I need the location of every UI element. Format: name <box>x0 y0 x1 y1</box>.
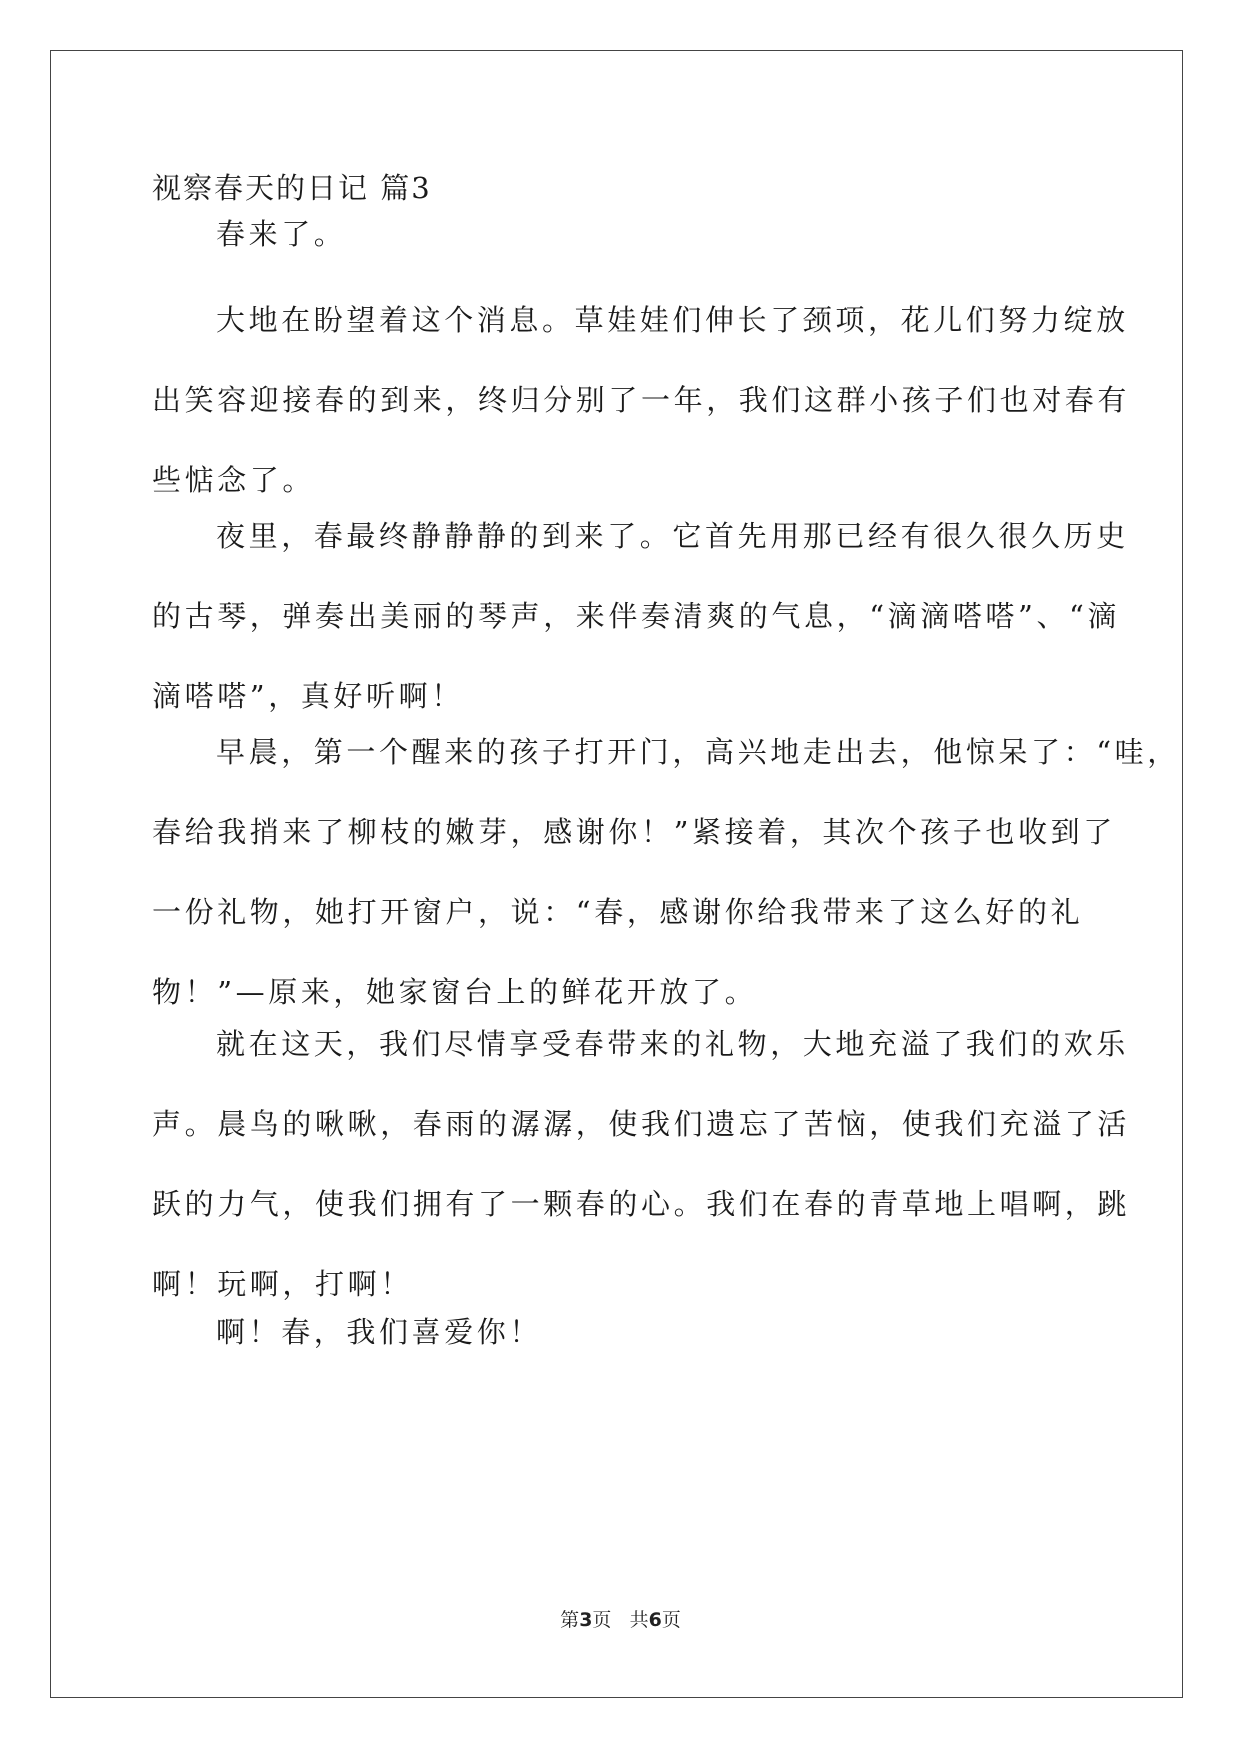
paragraph-line: 大地在盼望着这个消息。草娃娃们伸长了颈项，花儿们努力绽放 <box>216 303 1129 337</box>
footer-total-suffix: 页 <box>661 1609 681 1631</box>
paragraph-line: 些惦念了。 <box>152 463 316 497</box>
paragraph-line: 出笑容迎接春的到来，终归分别了一年，我们这群小孩子们也对春有 <box>152 383 1131 417</box>
paragraph-line: 滴嗒嗒”，真好听啊！ <box>152 679 464 713</box>
footer-page-number: 3 <box>579 1609 593 1631</box>
paragraph-6 <box>152 1292 1087 1372</box>
paragraph-line: 春给我捎来了柳枝的嫩芽，感谢你！”紧接着，其次个孩子也收到了 <box>152 815 1116 849</box>
footer-page-suffix: 页 <box>592 1609 612 1631</box>
paragraph-line: 的古琴，弹奏出美丽的琴声，来伴奏清爽的气息，“滴滴嗒嗒”、“滴 <box>152 599 1121 633</box>
paragraph-3 <box>152 496 1129 736</box>
paragraph-4 <box>152 712 1180 1032</box>
footer-total-prefix: 共 <box>629 1609 649 1631</box>
paragraph-line: 声。晨鸟的啾啾，春雨的潺潺，使我们遗忘了苦恼，使我们充溢了活 <box>152 1107 1131 1141</box>
paragraph-2 <box>152 280 1131 520</box>
paragraph-line: 啊！春，我们喜爱你！ <box>216 1315 543 1349</box>
paragraph-line: 春来了。 <box>216 217 347 251</box>
footer-total-pages: 6 <box>648 1609 662 1631</box>
page-footer <box>0 1608 1241 1632</box>
paragraph-line: 一份礼物，她打开窗户，说：“春，感谢你给我带来了这么好的礼 <box>152 895 1084 929</box>
paragraph-line: 就在这天，我们尽情享受春带来的礼物，大地充溢了我们的欢乐 <box>216 1027 1129 1061</box>
paragraph-1 <box>152 194 1087 274</box>
footer-page-prefix: 第 <box>560 1609 580 1631</box>
paragraph-line: 跃的力气，使我们拥有了一颗春的心。我们在春的青草地上唱啊，跳 <box>152 1187 1131 1221</box>
document-title: 视察春天的日记 篇3 <box>152 171 432 205</box>
paragraph-line: 物！”—原来，她家窗台上的鲜花开放了。 <box>152 975 758 1009</box>
paragraph-line: 啊！玩啊，打啊！ <box>152 1267 413 1301</box>
paragraph-line: 夜里，春最终静静静的到来了。它首先用那已经有很久很久历史 <box>216 519 1129 553</box>
paragraph-5 <box>152 1004 1131 1324</box>
paragraph-line: 早晨，第一个醒来的孩子打开门，高兴地走出去，他惊呆了：“哇， <box>216 735 1180 769</box>
